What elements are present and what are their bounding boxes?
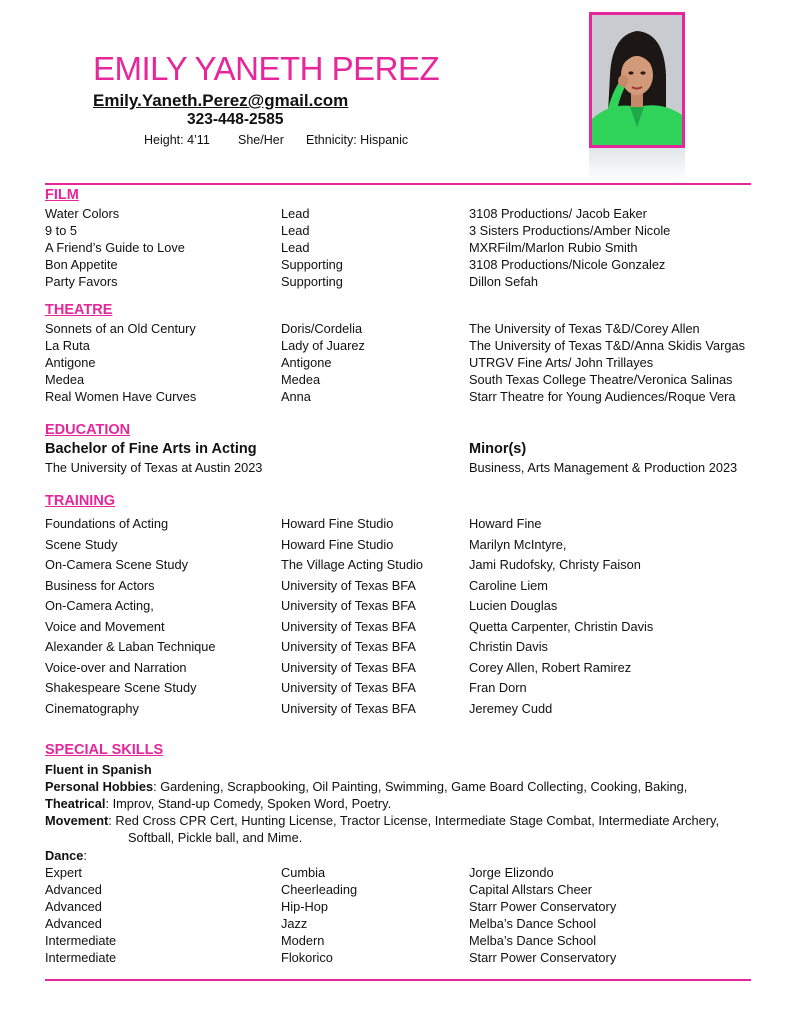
dance-style: Cumbia <box>281 865 326 880</box>
theatre-role: Medea <box>281 372 321 387</box>
headshot-reflection <box>589 148 685 182</box>
film-title: A Friend’s Guide to Love <box>45 240 185 255</box>
film-role: Lead <box>281 223 310 238</box>
language-skill <box>45 761 152 778</box>
dance-school: Starr Power Conservatory <box>469 899 617 914</box>
dance-school: Starr Power Conservatory <box>469 950 617 965</box>
movement-text: : Red Cross CPR Cert, Hunting License, Tractor License, Intermediate Stage Combat, Intermediate Archery, <box>108 813 720 828</box>
film-title: Bon Appetite <box>45 257 118 272</box>
theatrical-line <box>45 795 391 812</box>
movement-label: Movement <box>45 813 109 828</box>
training-teacher: Jeremey Cudd <box>469 701 553 716</box>
film-role: Supporting <box>281 257 343 272</box>
training-school: Howard Fine Studio <box>281 537 394 552</box>
film-heading: FILM <box>45 187 79 203</box>
training-school: University of Texas BFA <box>281 660 416 675</box>
dance-school: Melba’s Dance School <box>469 916 597 931</box>
training-school: University of Texas BFA <box>281 639 416 654</box>
dance-label: Dance <box>45 848 84 863</box>
training-course: Voice and Movement <box>45 619 165 634</box>
theatre-title: Real Women Have Curves <box>45 389 197 404</box>
headshot-illustration <box>592 15 682 145</box>
theatre-role: Antigone <box>281 355 332 370</box>
film-title: Party Favors <box>45 274 118 289</box>
training-course: Foundations of Acting <box>45 516 169 531</box>
dance-colon: : <box>83 848 87 863</box>
training-teacher: Jami Rudofsky, Christy Faison <box>469 557 641 572</box>
theatre-title: Antigone <box>45 355 96 370</box>
dance-school: Capital Allstars Cheer <box>469 882 593 897</box>
theatre-company: South Texas College Theatre/Veronica Salinas <box>469 372 733 387</box>
dance-style: Hip-Hop <box>281 899 328 914</box>
film-title: Water Colors <box>45 206 120 221</box>
training-teacher: Caroline Liem <box>469 578 548 593</box>
skills-heading: SPECIAL SKILLS <box>45 742 164 758</box>
training-teacher: Quetta Carpenter, Christin Davis <box>469 619 654 634</box>
training-heading: TRAINING <box>45 493 116 509</box>
training-school: University of Texas BFA <box>281 598 416 613</box>
hobbies-text: : Gardening, Scrapbooking, Oil Painting, Swimming, Game Board Collecting, Cooking, Baking, <box>153 779 688 794</box>
theatre-role: Anna <box>281 389 311 404</box>
theatre-company: The University of Texas T&D/Anna Skidis Vargas <box>469 338 745 353</box>
actor-name: EMILY YANETH PEREZ <box>93 50 440 87</box>
training-school: University of Texas BFA <box>281 578 416 593</box>
dance-level: Advanced <box>45 916 102 931</box>
hobbies-label: Personal Hobbies <box>45 779 154 794</box>
film-company: Dillon Sefah <box>469 274 539 289</box>
dance-style: Cheerleading <box>281 882 358 897</box>
theatre-heading: THEATRE <box>45 302 113 318</box>
theatre-role: Lady of Juarez <box>281 338 365 353</box>
training-teacher: Lucien Douglas <box>469 598 558 613</box>
training-course: Scene Study <box>45 537 118 552</box>
training-course: On-Camera Acting, <box>45 598 154 613</box>
training-school: University of Texas BFA <box>281 680 416 695</box>
fluent-label: Fluent in Spanish <box>45 762 152 777</box>
height-info: Height: 4’11 <box>144 133 210 147</box>
email-address[interactable]: Emily.Yaneth.Perez@gmail.com <box>93 91 349 110</box>
film-company: 3108 Productions/ Jacob Eaker <box>469 206 647 221</box>
ethnicity-info: Ethnicity: Hispanic <box>306 133 409 147</box>
training-teacher: Fran Dorn <box>469 680 527 695</box>
degree-title: Bachelor of Fine Arts in Acting <box>45 441 257 457</box>
training-course: Business for Actors <box>45 578 155 593</box>
film-company: 3 Sisters Productions/Amber Nicole <box>469 223 671 238</box>
training-teacher: Corey Allen, Robert Ramirez <box>469 660 632 675</box>
training-teacher: Howard Fine <box>469 516 542 531</box>
theatre-role: Doris/Cordelia <box>281 321 363 336</box>
dance-school: Melba’s Dance School <box>469 933 597 948</box>
minor-fields: Business, Arts Management & Production 2023 <box>469 460 738 475</box>
training-school: University of Texas BFA <box>281 619 416 634</box>
headshot-photo <box>589 12 685 148</box>
theatre-company: Starr Theatre for Young Audiences/Roque Vera <box>469 389 736 404</box>
training-course: Voice-over and Narration <box>45 660 187 675</box>
bottom-divider <box>45 979 751 981</box>
theatre-title: Medea <box>45 372 85 387</box>
dance-line <box>45 847 87 864</box>
education-heading: EDUCATION <box>45 422 131 438</box>
phone-number: 323-448-2585 <box>187 111 284 128</box>
dance-level: Expert <box>45 865 82 880</box>
theatrical-label: Theatrical <box>45 796 106 811</box>
film-company: 3108 Productions/Nicole Gonzalez <box>469 257 666 272</box>
training-school: Howard Fine Studio <box>281 516 394 531</box>
dance-style: Flokorico <box>281 950 333 965</box>
dance-school: Jorge Elizondo <box>469 865 554 880</box>
minor-heading: Minor(s) <box>469 441 527 457</box>
theatrical-text: : Improv, Stand-up Comedy, Spoken Word, Poetry. <box>105 796 392 811</box>
training-course: Alexander & Laban Technique <box>45 639 216 654</box>
dance-level: Intermediate <box>45 950 117 965</box>
movement-line <box>45 812 719 829</box>
film-title: 9 to 5 <box>45 223 78 238</box>
training-teacher: Christin Davis <box>469 639 548 654</box>
training-school: The Village Acting Studio <box>281 557 424 572</box>
hobbies-line <box>45 778 687 795</box>
dance-level: Intermediate <box>45 933 117 948</box>
film-company: MXRFilm/Marlon Rubio Smith <box>469 240 638 255</box>
dance-level: Advanced <box>45 882 102 897</box>
training-course: Shakespeare Scene Study <box>45 680 197 695</box>
film-role: Supporting <box>281 274 343 289</box>
training-teacher: Marilyn McIntyre, <box>469 537 567 552</box>
theatre-title: Sonnets of an Old Century <box>45 321 196 336</box>
film-role: Lead <box>281 240 310 255</box>
theatre-company: The University of Texas T&D/Corey Allen <box>469 321 700 336</box>
training-course: Cinematography <box>45 701 139 716</box>
film-role: Lead <box>281 206 310 221</box>
pronouns-info: She/Her <box>238 133 284 147</box>
school-name: The University of Texas at Austin 2023 <box>45 460 263 475</box>
top-divider <box>45 183 751 185</box>
training-course: On-Camera Scene Study <box>45 557 188 572</box>
training-school: University of Texas BFA <box>281 701 416 716</box>
movement-continuation: Softball, Pickle ball, and Mime. <box>128 830 303 845</box>
theatre-company: UTRGV Fine Arts/ John Trillayes <box>469 355 654 370</box>
theatre-title: La Ruta <box>45 338 90 353</box>
dance-style: Modern <box>281 933 325 948</box>
dance-level: Advanced <box>45 899 102 914</box>
dance-style: Jazz <box>281 916 308 931</box>
